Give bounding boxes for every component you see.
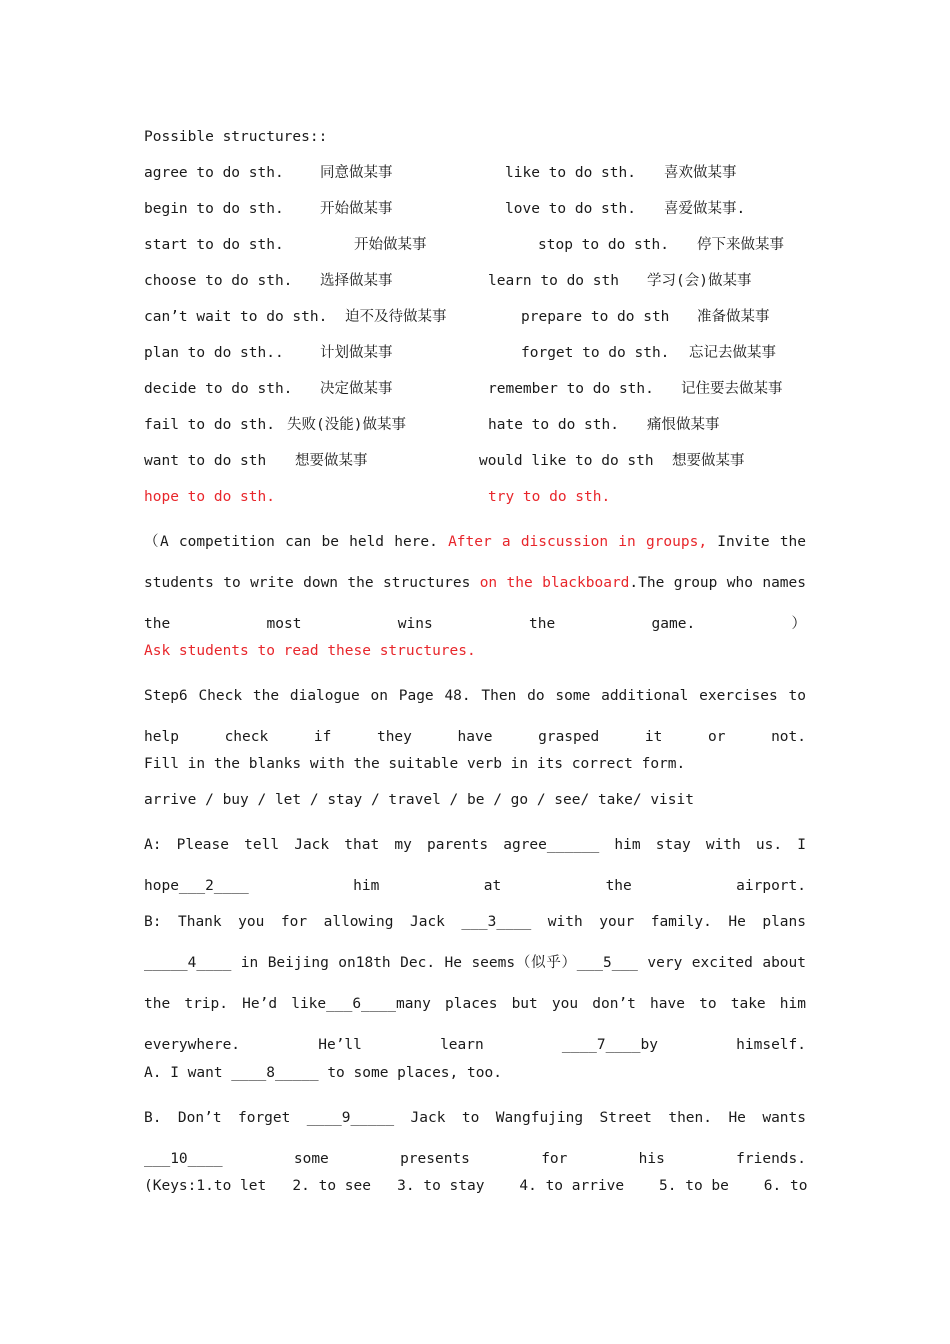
structure-en-left: plan to do sth.. (144, 345, 284, 361)
structure-en-left: start to do sth. (144, 237, 284, 253)
competition-text: Invite the students to write down the structures (144, 534, 807, 591)
competition-highlight: After a discussion in groups, (448, 534, 708, 550)
section-heading: Possible structures:: (144, 129, 328, 145)
structure-cn-left: 开始做某事 (354, 237, 427, 253)
structure-cn-right: 喜欢做某事 (664, 165, 737, 181)
structure-en-right: remember to do sth. (488, 381, 654, 397)
competition-highlight: on the blackboard (479, 575, 630, 591)
ask-read-instruction: Ask students to read these structures. (144, 643, 476, 659)
structure-en-right: like to do sth. (505, 165, 636, 181)
step6-paragraph: Step6 Check the dialogue on Page 48. Then do some additional exercises to help check if they have grasped it or not. (144, 688, 806, 745)
structure-cn-left: 计划做某事 (320, 345, 393, 361)
structure-cn-left: 同意做某事 (320, 165, 393, 181)
dialogue-a2: A. I want ____8_____ to some places, too. (144, 1065, 502, 1081)
structure-en-left: choose to do sth. (144, 273, 293, 289)
structure-cn-right: 想要做某事 (672, 453, 745, 469)
competition-text: （A competition can be held here. (144, 534, 449, 550)
competition-text: .The group who names the most wins the game. ） (144, 575, 806, 632)
structure-en-left: can’t wait to do sth. (144, 309, 328, 325)
structure-cn-left: 决定做某事 (320, 381, 393, 397)
structure-en-left: begin to do sth. (144, 201, 284, 217)
structure-en-right: prepare to do sth (521, 309, 670, 325)
competition-paragraph (144, 522, 806, 645)
structure-cn-left: 开始做某事 (320, 201, 393, 217)
structure-en-right: stop to do sth. (538, 237, 669, 253)
structure-en-left: decide to do sth. (144, 381, 293, 397)
structure-cn-right: 学习(会)做某事 (647, 273, 752, 289)
structure-en-right: learn to do sth (488, 273, 619, 289)
structure-en-right: love to do sth. (505, 201, 636, 217)
structure-cn-right: 痛恨做某事 (647, 417, 720, 433)
structure-en-right: hate to do sth. (488, 417, 619, 433)
structure-en-left: fail to do sth. (144, 417, 275, 433)
structure-en-right: would like to do sth (479, 453, 654, 469)
structure-cn-right: 停下来做某事 (697, 237, 784, 253)
structure-cn-right: 准备做某事 (697, 309, 770, 325)
structure-en-left: agree to do sth. (144, 165, 284, 181)
word-bank: arrive / buy / let / stay / travel / be / go / see/ take/ visit (144, 792, 694, 808)
structure-cn-left: 想要做某事 (295, 453, 368, 469)
structure-cn-left: 失败(没能)做某事 (287, 417, 406, 433)
dialogue-a1: A: Please tell Jack that my parents agree______ him stay with us. I hope___2____ him at the airport. (144, 837, 806, 894)
structure-cn-left: 迫不及待做某事 (345, 309, 447, 325)
structure-en-right: try to do sth. (488, 489, 611, 505)
exercise-instruction: Fill in the blanks with the suitable verb in its correct form. (144, 756, 686, 772)
structure-cn-right: 忘记去做某事 (689, 345, 776, 361)
structure-cn-right: 记住要去做某事 (681, 381, 783, 397)
structure-cn-left: 选择做某事 (320, 273, 393, 289)
dialogue-b2: B. Don’t forget ____9_____ Jack to Wangfujing Street then. He wants ___10____ some presents for his friends. (144, 1110, 806, 1167)
structure-en-left: want to do sth (144, 453, 267, 469)
structure-en-right: forget to do sth. (521, 345, 670, 361)
structure-en-left: hope to do sth. (144, 489, 275, 505)
dialogue-b1: B: Thank you for allowing Jack ___3____ with your family. He plans _____4____ in Beijing on18th Dec. He seems（似乎）___5___ very excited about the trip. He’d like___6____many places but you don’t have to take him everywhere. He’ll learn ____7____by himself. (144, 914, 806, 1053)
answer-keys: (Keys:1.to let 2. to see 3. to stay 4. to arrive 5. to be 6. to (144, 1178, 808, 1194)
structure-cn-right: 喜爱做某事. (664, 201, 746, 217)
